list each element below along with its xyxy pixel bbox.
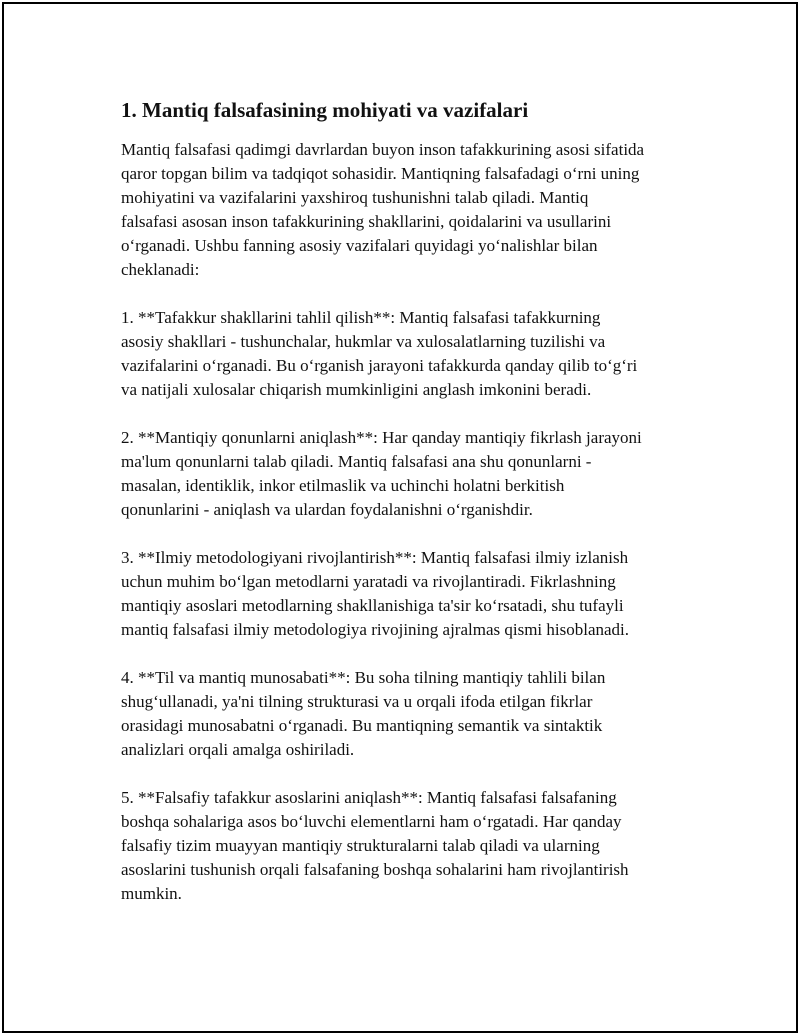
list-item-3-paragraph: 3. **Ilmiy metodologiyani rivojlantirish**: Mantiq falsafasi ilmiy izlanish uchun muhim bo‘lgan metodlarni yaratadi va rivojlantiradi. Fikrlashning mantiqiy asoslari metodlarning shakllanishiga ta'sir ko‘rsatadi, shu tufayli mantiq falsafasi ilmiy metodologiya rivojining ajralmas qismi hisoblanadi. <box>121 548 630 639</box>
intro-paragraph: Mantiq falsafasi qadimgi davrlardan buyon inson tafakkurining asosi sifatida qaror topgan bilim va tadqiqot sohasidir. Mantiqning falsafadagi o‘rni uning mohiyatini va vazifalarini yaxshiroq tushunishni talab qiladi. Mantiq falsafasi asosan inson tafakkurining shakllarini, qoidalarini va usullarini o‘rganadi. Ushbu fanning asosiy vazifalari quyidagi yo‘nalishlar bilan cheklanadi: <box>121 140 645 279</box>
list-item-4-paragraph: 4. **Til va mantiq munosabati**: Bu soha tilning mantiqiy tahlili bilan shug‘ullanadi, ya'ni tilning strukturasi va u orqali ifoda etilgan fikrlar orasidagi munosabatni o‘rganadi. Bu mantiqning semantik va sintaktik analizlari orqali amalga oshiriladi. <box>121 668 606 759</box>
list-item-2-paragraph: 2. **Mantiqiy qonunlarni aniqlash**: Har qanday mantiqiy fikrlash jarayoni ma'lum qonunlarni talab qiladi. Mantiq falsafasi ana shu qonunlarni - masalan, identiklik, inkor etilmaslik va uchinchi holatni berkitish qonunlarini - aniqlash va ulardan foydalanishni o‘rganishdir. <box>121 428 642 519</box>
list-item-1-paragraph: 1. **Tafakkur shakllarini tahlil qilish**: Mantiq falsafasi tafakkurning asosiy shakllari - tushunchalar, hukmlar va xulosalatlarning tuzilishi va vazifalarini o‘rganadi. Bu o‘rganish jarayoni tafakkurda qanday qilib to‘g‘ri va natijali xulosalar chiqarish mumkinligini anglash imkonini beradi. <box>121 308 638 399</box>
section-heading: 1. Mantiq falsafasining mohiyati va vazifalari <box>121 98 529 122</box>
document-body <box>121 96 701 930</box>
page-frame <box>2 2 798 1033</box>
list-item-5-paragraph: 5. **Falsafiy tafakkur asoslarini aniqlash**: Mantiq falsafasi falsafaning boshqa sohalariga asos bo‘luvchi elementlarni ham o‘rgatadi. Har qanday falsafiy tizim muayyan mantiqiy strukturalarni talab qiladi va ularning asoslarini tushunish orqali falsafaning boshqa sohalarini ham rivojlantirish mumkin. <box>121 788 629 903</box>
